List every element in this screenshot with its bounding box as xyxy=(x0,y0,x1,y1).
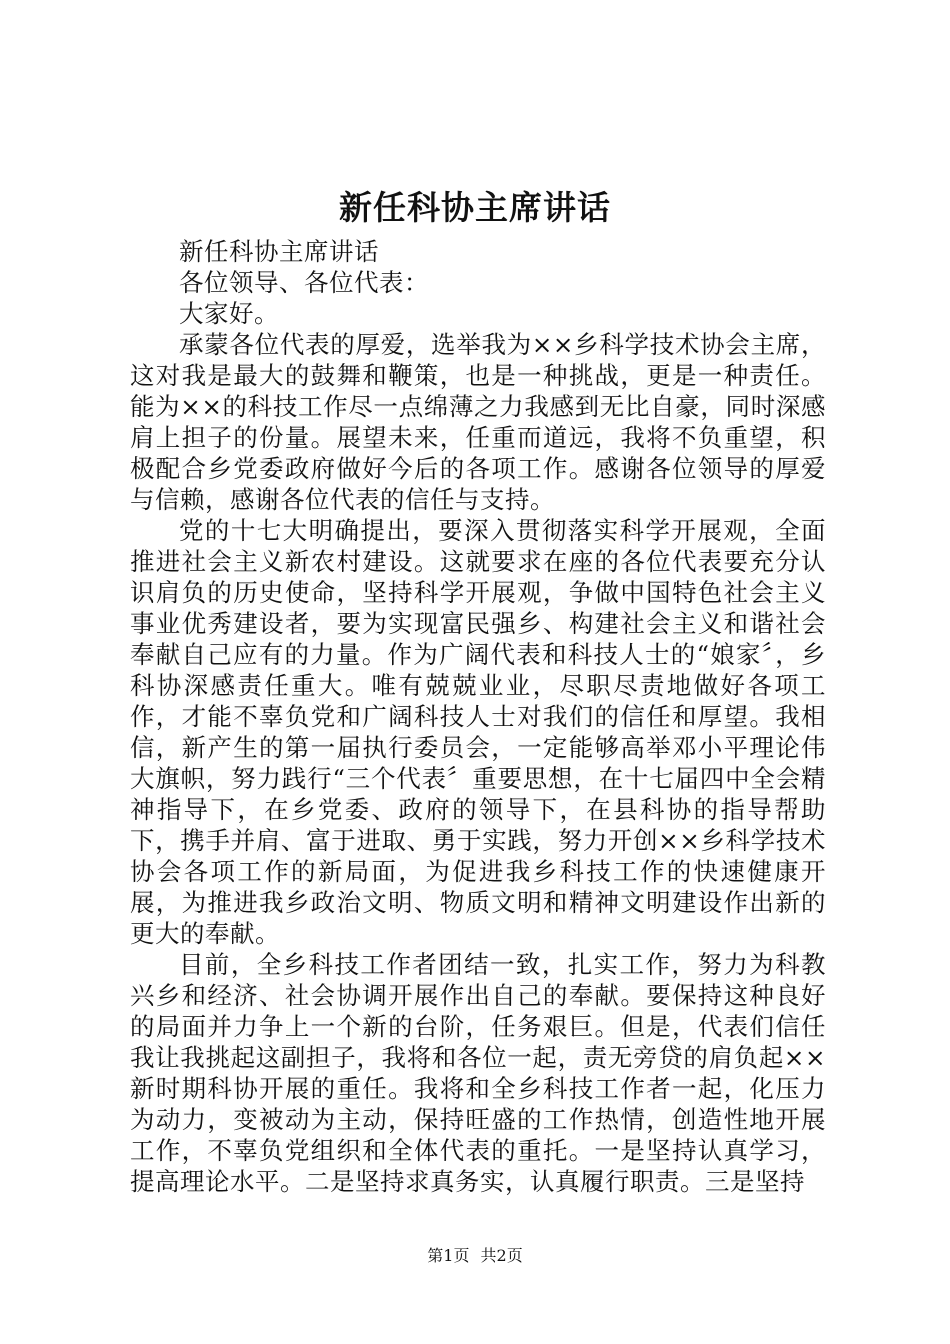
page-number: 第1页 xyxy=(427,1246,470,1265)
paragraph-heading-repeat: 新任科协主席讲话 xyxy=(179,237,379,266)
paragraph-salutation: 各位领导、各位代表： xyxy=(179,268,429,297)
document-title: 新任科协主席讲话 xyxy=(339,188,611,227)
page-total: 共2页 xyxy=(480,1246,523,1265)
paragraph-mission: 党的十七大明确提出，要深入贯彻落实科学开展观，全面推进社会主义新农村建设。这就要求在座的各位代表要充分认识肩负的历史使命，坚持科学开展观，争做中国特色社会主义事业优秀建设者，要为实现富民强乡、构建社会主义和谐社会奉献自己应有的力量。作为广阔代表和科技人士的“娘家〞，乡科协深感责任重大。唯有兢兢业业，尽职尽责地做好各项工作，才能不辜负党和广阔科技人士对我们的信任和厚望。我相信，新产生的第一届执行委员会，一定能够高举邓小平理论伟大旗帜，努力践行“三个代表〞重要思想，在十七届四中全会精神指导下，在乡党委、政府的领导下，在县科协的指导帮助下，携手并肩、富于进取、勇于实践，努力开创××乡科学技术协会各项工作的新局面，为促进我乡科技工作的快速健康开展，为推进我乡政治文明、物质文明和精神文明建设作出新的更大的奉献。 xyxy=(130,516,826,948)
paragraph-thanks: 承蒙各位代表的厚爱，选举我为××乡科学技术协会主席，这对我是最大的鼓舞和鞭策，也是一种挑战，更是一种责任。能为××的科技工作尽一点绵薄之力我感到无比自豪，同时深感肩上担子的份量。展望未来，任重而道远，我将不负重望，积极配合乡党委政府做好今后的各项工作。感谢各位领导的厚爱与信赖，感谢各位代表的信任与支持。 xyxy=(130,330,826,514)
paragraph-greeting: 大家好。 xyxy=(179,299,279,328)
page-footer xyxy=(0,1244,950,1268)
paragraph-current-work: 目前，全乡科技工作者团结一致，扎实工作，努力为科教兴乡和经济、社会协调开展作出自己的奉献。要保持这种良好的局面并力争上一个新的台阶，任务艰巨。但是，代表们信任我让我挑起这副担子，我将和各位一起，责无旁贷的肩负起××新时期科协开展的重任。我将和全乡科技工作者一起，化压力为动力，变被动为主动，保持旺盛的工作热情，创造性地开展工作，不辜负党组织和全体代表的重托。一是坚持认真学习，提高理论水平。二是坚持求真务实，认真履行职责。三是坚持 xyxy=(130,950,826,1196)
document-body xyxy=(130,236,826,1197)
